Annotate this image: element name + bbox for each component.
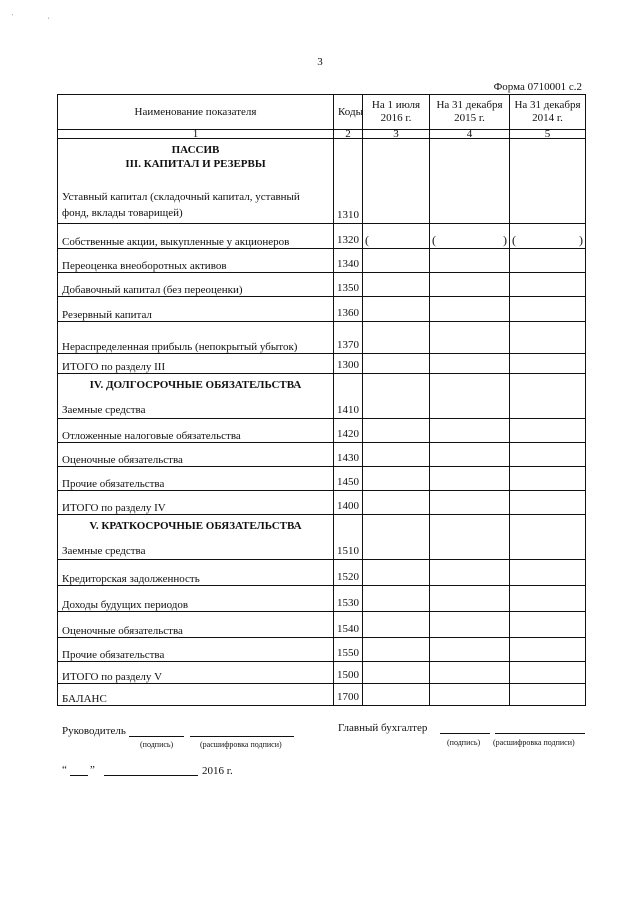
value-cell xyxy=(363,612,430,638)
signature-caption: (подпись) xyxy=(447,738,481,747)
table-row xyxy=(58,224,586,249)
value-cell xyxy=(430,560,510,586)
row-code: 1450 xyxy=(334,467,363,491)
value-cell xyxy=(363,354,430,374)
column-number: 5 xyxy=(510,130,586,139)
row-code: 1350 xyxy=(334,273,363,297)
row-name: Собственные акции, выкупленные у акционеров xyxy=(58,224,334,249)
value-cell xyxy=(510,638,586,662)
value-cell xyxy=(510,662,586,684)
value-cell xyxy=(510,249,586,273)
value-cell xyxy=(510,467,586,491)
value-cell xyxy=(363,662,430,684)
value-cell xyxy=(363,374,430,419)
table-row xyxy=(58,443,586,467)
section-title: V. КРАТКОСРОЧНЫЕ ОБЯЗАТЕЛЬСТВА xyxy=(89,520,302,532)
chief-accountant-label: Главный бухгалтер xyxy=(338,722,428,734)
value-cell xyxy=(363,586,430,612)
paren-open: ( xyxy=(432,233,436,247)
column-number: 4 xyxy=(430,130,510,139)
row-name: Заемные средства xyxy=(62,404,146,416)
paren-open: ( xyxy=(365,233,369,247)
section-title-line: ПАССИВ xyxy=(171,144,220,156)
value-cell xyxy=(510,224,586,249)
date-quote-open: “ xyxy=(62,764,67,776)
value-cell xyxy=(510,560,586,586)
value-cell xyxy=(430,354,510,374)
row-code: 1500 xyxy=(334,662,363,684)
value-cell xyxy=(430,491,510,515)
row-name: Переоценка внеоборотных активов xyxy=(58,249,334,273)
head-decoding-line[interactable] xyxy=(190,736,294,737)
value-cell xyxy=(510,354,586,374)
row-name-cell xyxy=(58,374,334,419)
value-cell xyxy=(510,443,586,467)
table-row xyxy=(58,560,586,586)
value-cell xyxy=(363,249,430,273)
table-row xyxy=(58,322,586,354)
signature-caption: (подпись) xyxy=(140,740,174,749)
value-cell xyxy=(430,612,510,638)
date-quote-close: ” xyxy=(90,764,95,776)
value-cell xyxy=(430,638,510,662)
table-row xyxy=(58,515,586,560)
table-row xyxy=(58,273,586,297)
table-row xyxy=(58,354,586,374)
value-cell xyxy=(430,443,510,467)
table-header-row xyxy=(58,95,586,130)
paren-close: ) xyxy=(503,233,507,247)
row-code: 1410 xyxy=(334,374,363,419)
column-number-row xyxy=(58,130,586,139)
row-name: Доходы будущих периодов xyxy=(58,586,334,612)
value-cell xyxy=(430,586,510,612)
row-code: 1420 xyxy=(334,419,363,443)
value-cell xyxy=(430,467,510,491)
value-cell xyxy=(363,638,430,662)
value-cell xyxy=(510,419,586,443)
header-codes: Коды xyxy=(334,95,363,130)
value-cell xyxy=(510,684,586,706)
date-month-line[interactable] xyxy=(104,775,198,776)
row-code: 1520 xyxy=(334,560,363,586)
header-name: Наименование показателя xyxy=(58,95,334,130)
row-name: Добавочный капитал (без переоценки) xyxy=(58,273,334,297)
column-number: 1 xyxy=(58,130,334,139)
row-code: 1530 xyxy=(334,586,363,612)
value-cell xyxy=(363,684,430,706)
table-row xyxy=(58,586,586,612)
table-row xyxy=(58,297,586,322)
column-number: 3 xyxy=(363,130,430,139)
header-col2: На 31 декабря 2015 г. xyxy=(430,95,510,130)
value-cell xyxy=(363,224,430,249)
row-name: Оценочные обязательства xyxy=(58,612,334,638)
value-cell xyxy=(510,374,586,419)
value-cell xyxy=(430,419,510,443)
row-code: 1550 xyxy=(334,638,363,662)
value-cell xyxy=(363,322,430,354)
table-row xyxy=(58,419,586,443)
head-label: Руководитель xyxy=(62,725,126,737)
head-signature-line[interactable] xyxy=(129,736,184,737)
table-row xyxy=(58,491,586,515)
paren-open: ( xyxy=(512,233,516,247)
row-name: Кредиторская задолженность xyxy=(58,560,334,586)
value-cell xyxy=(510,297,586,322)
row-name: Прочие обязательства xyxy=(58,467,334,491)
row-name: Отложенные налоговые обязательства xyxy=(58,419,334,443)
form-code: Форма 0710001 с.2 xyxy=(493,81,582,93)
row-code: 1310 xyxy=(334,139,363,224)
value-cell xyxy=(430,224,510,249)
header-col3: На 31 декабря 2014 г. xyxy=(510,95,586,130)
table-row xyxy=(58,249,586,273)
row-name: ИТОГО по разделу III xyxy=(58,354,334,374)
section-title xyxy=(58,139,333,171)
table-row xyxy=(58,662,586,684)
value-cell xyxy=(430,249,510,273)
table-row xyxy=(58,638,586,662)
value-cell xyxy=(430,515,510,560)
value-cell xyxy=(363,443,430,467)
section-title-line: III. КАПИТАЛ И РЕЗЕРВЫ xyxy=(125,158,266,170)
date-day-line[interactable] xyxy=(70,775,88,776)
value-cell xyxy=(510,612,586,638)
page-number: 3 xyxy=(317,56,323,68)
date-year: 2016 г. xyxy=(202,765,233,777)
row-name: Нераспределенная прибыль (непокрытый убыток) xyxy=(58,322,334,354)
row-name: Уставный капитал (складочный капитал, уставный фонд, вклады товарищей) xyxy=(62,191,300,219)
value-cell xyxy=(363,491,430,515)
value-cell xyxy=(430,374,510,419)
value-cell xyxy=(510,491,586,515)
value-cell xyxy=(510,139,586,224)
row-name: Оценочные обязательства xyxy=(58,443,334,467)
row-name: БАЛАНС xyxy=(58,684,334,706)
row-name-cell xyxy=(58,515,334,560)
value-cell xyxy=(430,684,510,706)
decoding-caption: (расшифровка подписи) xyxy=(200,740,282,749)
row-name: ИТОГО по разделу IV xyxy=(58,491,334,515)
row-name: Прочие обязательства xyxy=(58,638,334,662)
value-cell xyxy=(510,322,586,354)
section-title: IV. ДОЛГОСРОЧНЫЕ ОБЯЗАТЕЛЬСТВА xyxy=(89,379,302,391)
value-cell xyxy=(430,662,510,684)
row-code: 1700 xyxy=(334,684,363,706)
table-row xyxy=(58,612,586,638)
row-code: 1340 xyxy=(334,249,363,273)
scan-mark: ' xyxy=(12,14,14,20)
row-name: ИТОГО по разделу V xyxy=(58,662,334,684)
value-cell xyxy=(430,139,510,224)
row-name: Резервный капитал xyxy=(58,297,334,322)
table-row xyxy=(58,139,586,224)
row-code: 1400 xyxy=(334,491,363,515)
value-cell xyxy=(510,586,586,612)
paren-close: ) xyxy=(579,233,583,247)
accountant-decoding-line[interactable] xyxy=(495,733,585,734)
value-cell xyxy=(363,515,430,560)
value-cell xyxy=(510,515,586,560)
value-cell xyxy=(510,273,586,297)
value-cell xyxy=(363,273,430,297)
header-col1: На 1 июля 2016 г. xyxy=(363,95,430,130)
value-cell xyxy=(363,467,430,491)
accountant-signature-line[interactable] xyxy=(440,733,490,734)
table-row xyxy=(58,374,586,419)
decoding-caption: (расшифровка подписи) xyxy=(493,738,575,747)
balance-liabilities-table xyxy=(57,94,586,706)
scan-mark: , xyxy=(48,14,50,20)
value-cell xyxy=(363,139,430,224)
value-cell xyxy=(363,419,430,443)
row-code: 1510 xyxy=(334,515,363,560)
row-name-cell xyxy=(58,139,334,224)
row-code: 1370 xyxy=(334,322,363,354)
value-cell xyxy=(363,297,430,322)
table-row xyxy=(58,467,586,491)
row-code: 1320 xyxy=(334,224,363,249)
row-code: 1540 xyxy=(334,612,363,638)
value-cell xyxy=(430,322,510,354)
row-name: Заемные средства xyxy=(62,545,146,557)
row-code: 1360 xyxy=(334,297,363,322)
column-number: 2 xyxy=(334,130,363,139)
value-cell xyxy=(430,273,510,297)
value-cell xyxy=(430,297,510,322)
row-code: 1300 xyxy=(334,354,363,374)
value-cell xyxy=(363,560,430,586)
row-code: 1430 xyxy=(334,443,363,467)
table-row xyxy=(58,684,586,706)
